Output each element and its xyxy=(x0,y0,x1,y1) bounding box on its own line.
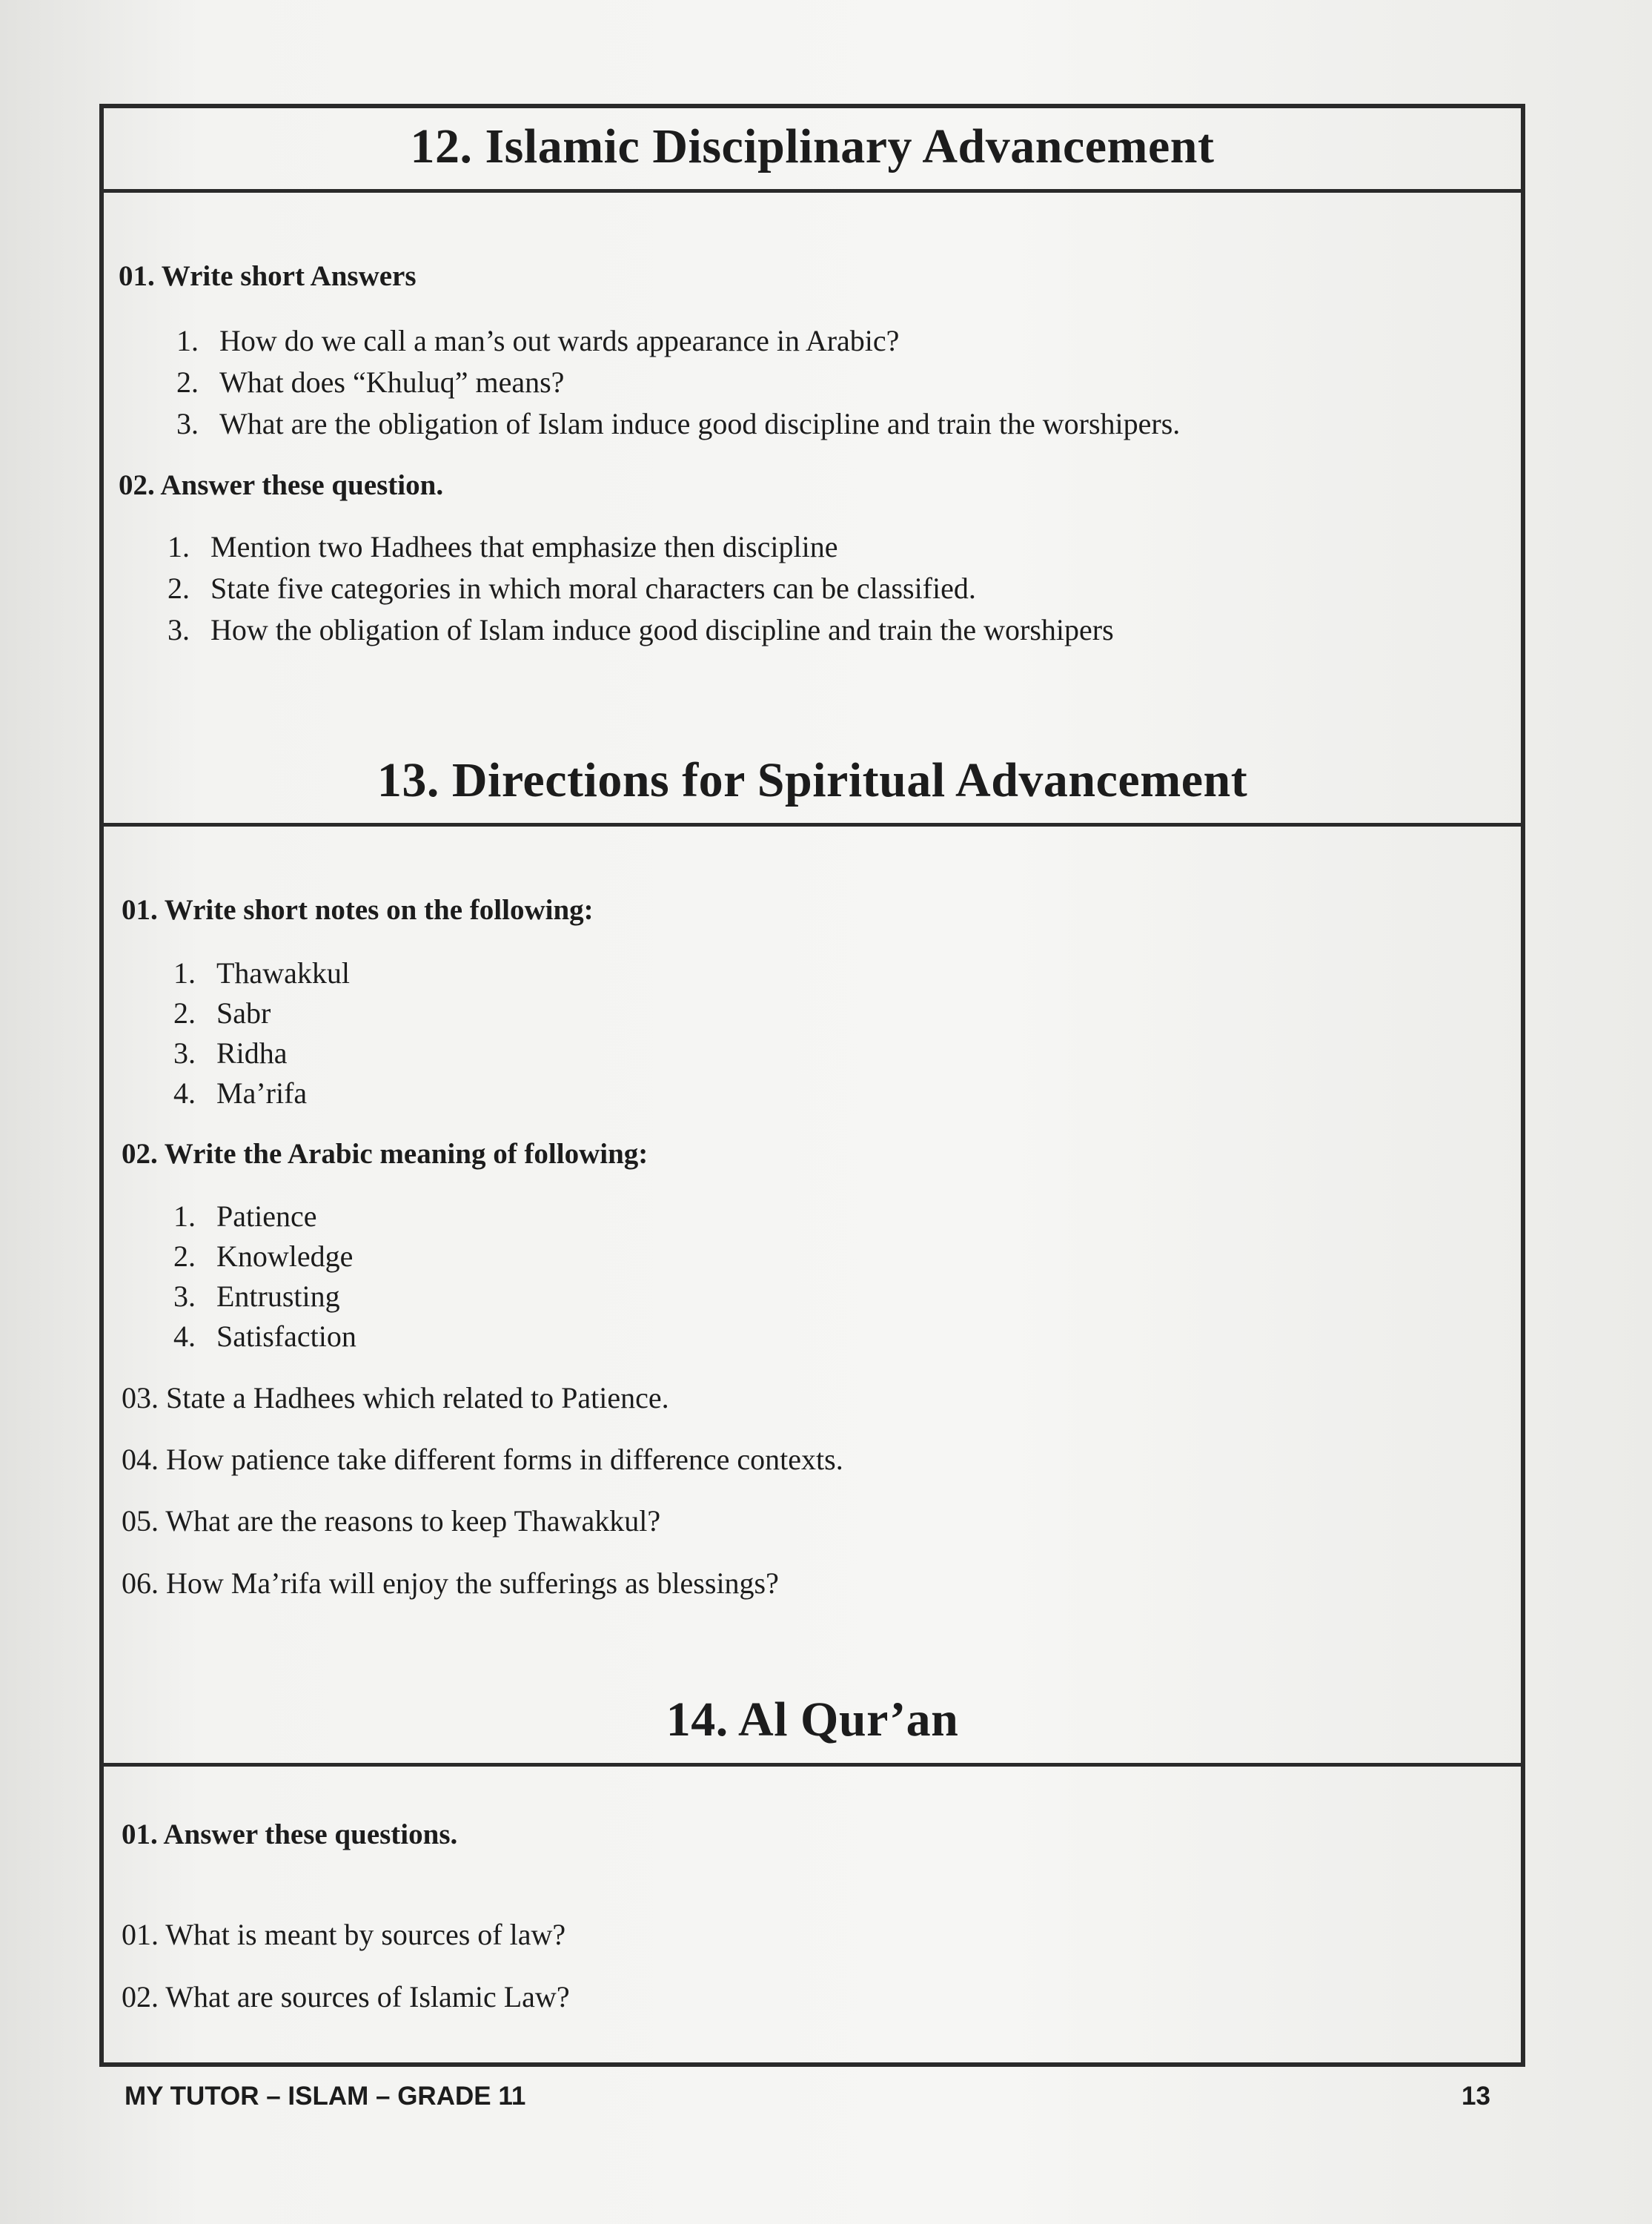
s12-q1-list xyxy=(176,320,1180,445)
s14-q-heading: 01. Answer these questions. xyxy=(122,1818,458,1850)
section-12-divider xyxy=(99,189,1525,193)
section-13-title: 13. Directions for Spiritual Advancement xyxy=(376,753,1248,807)
section-13-divider xyxy=(99,823,1525,827)
s14-q2: 02. What are sources of Islamic Law? xyxy=(122,1980,570,2013)
list-item: 4. Satisfaction xyxy=(173,1320,356,1353)
s13-q3: 03. State a Hadhees which related to Patience. xyxy=(122,1381,669,1414)
list-item: 4. Ma’rifa xyxy=(173,1076,308,1110)
list-item: 2. Knowledge xyxy=(173,1240,354,1273)
list-item: 3. Ridha xyxy=(173,1036,288,1070)
list-item: 2. Sabr xyxy=(173,996,271,1030)
section-14-divider xyxy=(99,1763,1525,1767)
section-14-title: 14. Al Qur’an xyxy=(666,1692,959,1747)
page-number: 13 xyxy=(1462,2082,1490,2111)
s12-q2-heading: 02. Answer these question. xyxy=(119,469,444,501)
s14-q1: 01. What is meant by sources of law? xyxy=(122,1918,566,1951)
list-item: 3. Entrusting xyxy=(173,1280,340,1313)
section-12-title: 12. Islamic Disciplinary Advancement xyxy=(410,119,1215,173)
footer-title: MY TUTOR – ISLAM – GRADE 11 xyxy=(125,2082,526,2111)
list-item: 3. What are the obligation of Islam induce good discipline and train the worshipers. xyxy=(176,407,1181,440)
list-item: 2. What does “Khuluq” means? xyxy=(176,365,565,399)
s12-q1-heading: 01. Write short Answers xyxy=(119,260,417,292)
list-item: 1. Mention two Hadhees that emphasize then discipline xyxy=(167,530,838,563)
s13-q5: 05. What are the reasons to keep Thawakkul? xyxy=(122,1504,661,1538)
s13-q4: 04. How patience take different forms in difference contexts. xyxy=(122,1443,843,1476)
s12-q2-list xyxy=(167,526,1114,651)
list-item: 2. State five categories in which moral characters can be classified. xyxy=(167,572,976,605)
list-item: 1. Thawakkul xyxy=(173,956,350,990)
s13-q1-heading: 01. Write short notes on the following: xyxy=(122,894,594,926)
list-item: 1. Patience xyxy=(173,1199,317,1233)
s13-q2-heading: 02. Write the Arabic meaning of following: xyxy=(122,1138,648,1170)
list-item: 1. How do we call a man’s out wards appearance in Arabic? xyxy=(176,324,900,357)
list-item: 3. How the obligation of Islam induce good discipline and train the worshipers xyxy=(167,613,1114,646)
s13-q6: 06. How Ma’rifa will enjoy the sufferings as blessings? xyxy=(122,1566,779,1600)
s13-q2-list xyxy=(173,1197,356,1357)
s13-q1-list xyxy=(173,953,350,1113)
